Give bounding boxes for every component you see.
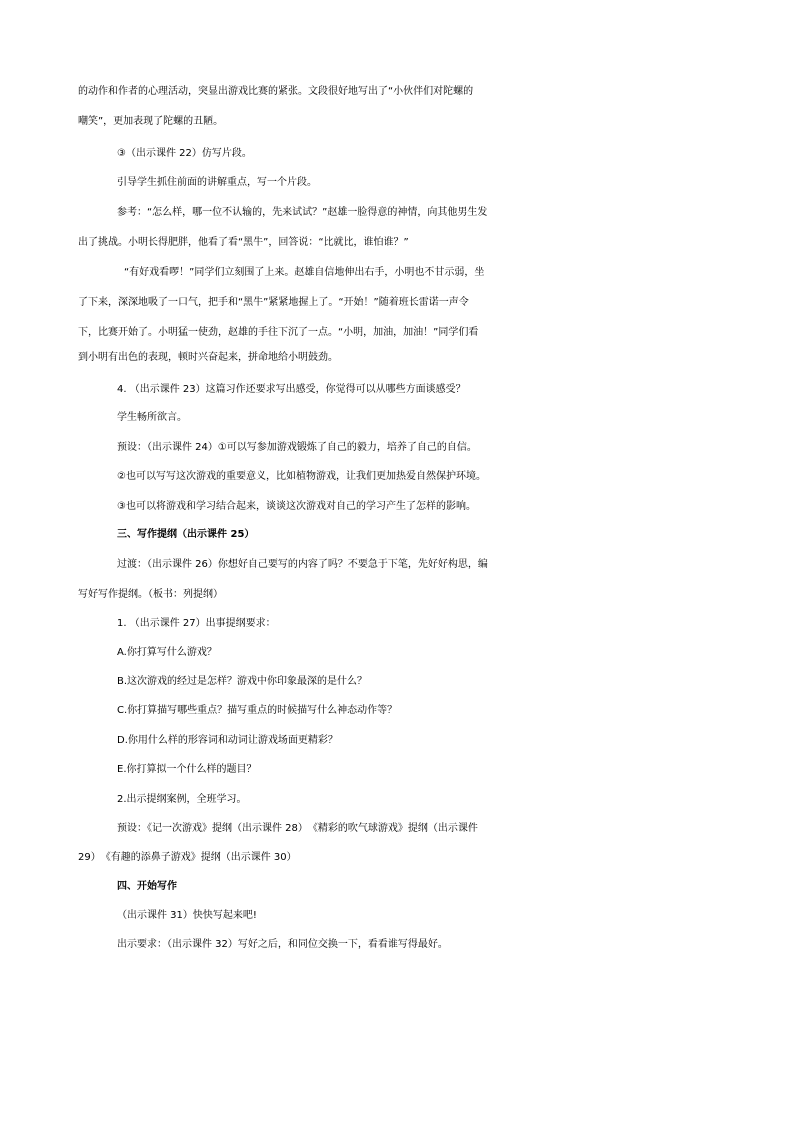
step-line: 1. （出示课件 27）出事提纲要求： — [117, 618, 276, 629]
list-item: D.你用什么样的形容词和动词让游戏场面更精彩？ — [117, 735, 338, 746]
body-text-line: 出示要求：（出示课件 32）写好之后，和同位交换一下，看看谁写得最好。 — [117, 939, 448, 950]
body-text-line: （出示课件 31）快快写起来吧! — [117, 910, 257, 921]
body-text-line: 了下来，深深地吸了一口气，把手和“黑牛”紧紧地握上了。“开始！”随着班长雷诺一声令 — [78, 297, 469, 308]
body-text-line: 学生畅所欲言。 — [117, 412, 187, 423]
body-text-line: 嘲笑”，更加表现了陀螺的丑陋。 — [78, 116, 224, 127]
step-line: 2.出示提纲案例，全班学习。 — [117, 794, 247, 805]
body-text-line: 到小明有出色的表现，顿时兴奋起来，拼命地给小明鼓劲。 — [78, 352, 338, 363]
list-item: E.你打算拟一个什么样的题目？ — [117, 764, 257, 775]
body-text-line: 引导学生抓住前面的讲解重点，写一个片段。 — [117, 177, 317, 188]
body-text-line: 的动作和作者的心理活动，突显出游戏比赛的紧张。文段很好地写出了“小伙伴们对陀螺的 — [78, 86, 474, 97]
body-text-line: “有好戏看啰！”同学们立刻围了上来。赵雄自信地伸出右手，小明也不甘示弱，坐 — [124, 267, 485, 278]
body-text-line: 预设：（出示课件 24）①可以写参加游戏锻炼了自己的毅力，培养了自己的自信。 — [117, 442, 477, 453]
list-item: B.这次游戏的经过是怎样？游戏中你印象最深的是什么？ — [117, 676, 368, 687]
body-text-line: 写好写作提纲。（板书：列提纲） — [78, 589, 223, 600]
body-text-line: ③也可以将游戏和学习结合起来，谈谈这次游戏对自己的学习产生了怎样的影响。 — [117, 501, 476, 512]
body-text-line: 下，比赛开始了。小明猛一使劲，赵雄的手往下沉了一点。“小明，加油，加油！”同学们看 — [78, 327, 479, 338]
body-text-line: 出了挑战。小明长得肥胖，他看了看“黑牛”，回答说：“比就比，谁怕谁？” — [78, 237, 409, 248]
body-text-line: ②也可以写写这次游戏的重要意义，比如植物游戏，让我们更加热爱自然保护环境。 — [117, 471, 486, 482]
list-item: C.你打算描写哪些重点？描写重点的时候描写什么神态动作等？ — [117, 705, 398, 716]
step-line: 4. （出示课件 23）这篇习作还要求写出感受，你觉得可以从哪些方面谈感受？ — [117, 384, 466, 395]
body-text-line: 预设：《记一次游戏》提纲（出示课件 28） 《精彩的吹气球游戏》提纲（出示课件 — [117, 823, 478, 834]
body-text-line: 参考：“怎么样，哪一位不认输的，先来试试？”赵雄一脸得意的神情，向其他男生发 — [117, 207, 488, 218]
body-text-line: 29） 《有趣的添鼻子游戏》提纲（出示课件 30） — [78, 852, 297, 863]
section-heading: 三、写作提纲（出示课件 25） — [117, 529, 255, 540]
section-heading: 四、开始写作 — [117, 881, 177, 892]
body-text-line: 过渡：（出示课件 26）你想好自己要写的内容了吗？不要急于下笔，先好好构思，编 — [117, 559, 488, 570]
step-line: ③（出示课件 22）仿写片段。 — [117, 148, 252, 159]
list-item: A.你打算写什么游戏？ — [117, 647, 217, 658]
